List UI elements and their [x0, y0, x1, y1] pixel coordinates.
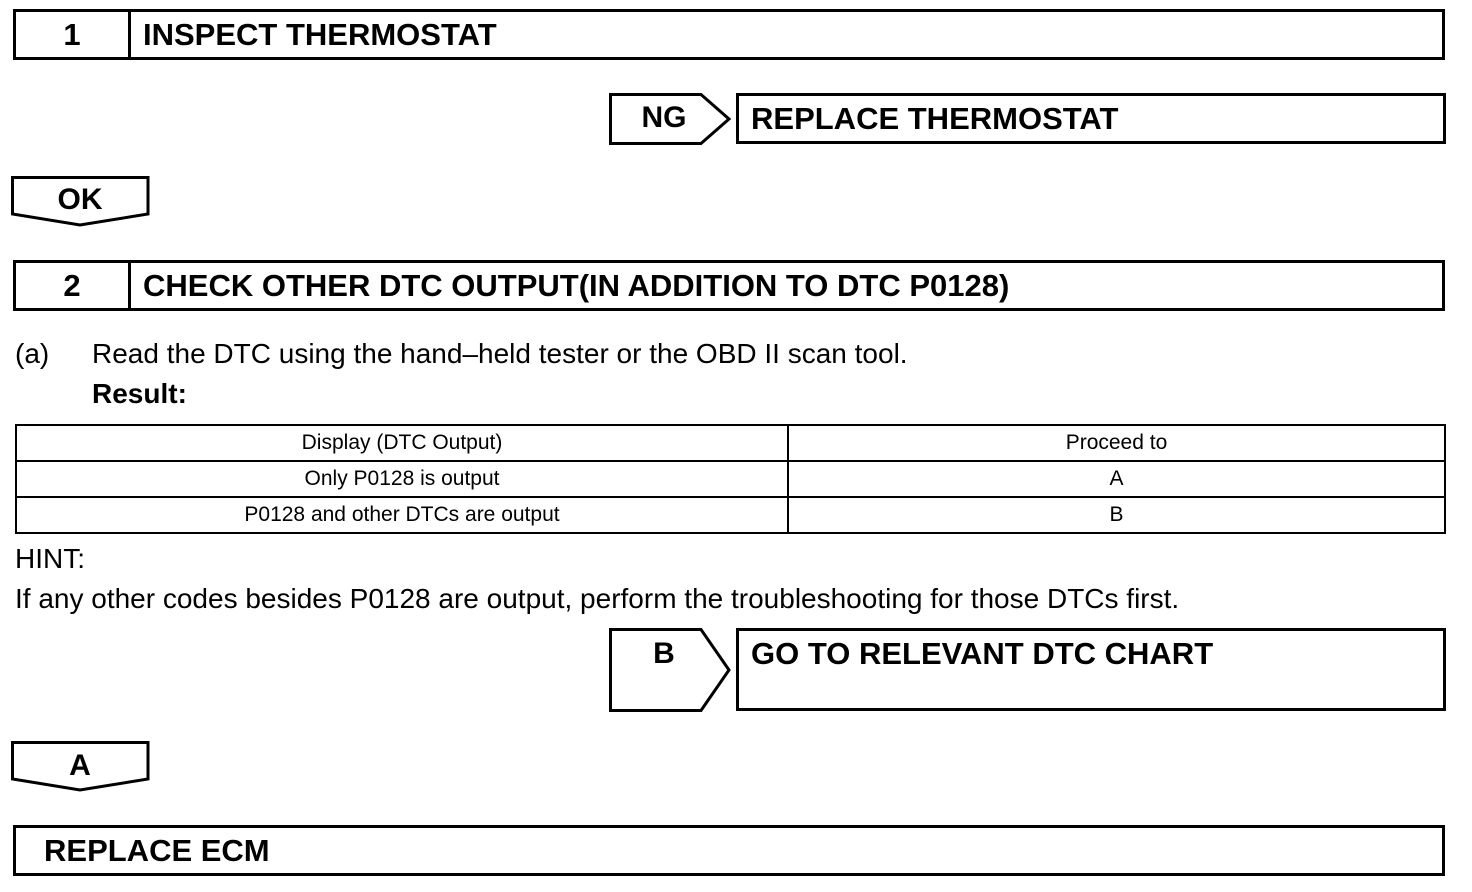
replace-ecm-box — [13, 825, 1445, 876]
table-header-proceed: Proceed to — [788, 425, 1445, 461]
instruction-text: Read the DTC using the hand–held tester or the OBD II scan tool. — [92, 338, 908, 369]
relevant-dtc-chart-text: GO TO RELEVANT DTC CHART — [751, 636, 1214, 671]
table-cell: P0128 and other DTCs are output — [16, 497, 788, 533]
ok-label: OK — [57, 183, 103, 216]
replace-thermostat-box — [736, 93, 1446, 144]
step-2-box — [13, 260, 1445, 311]
step-2-title: CHECK OTHER DTC OUTPUT(IN ADDITION TO DTC P0128) — [143, 267, 1010, 303]
result-label: Result: — [92, 378, 187, 409]
table-row — [16, 461, 1445, 497]
a-label: A — [69, 749, 91, 782]
step-1-box — [13, 9, 1445, 60]
result-table — [15, 424, 1446, 534]
step-1-number: 1 — [16, 12, 131, 57]
table-row — [16, 497, 1445, 533]
ng-label: NG — [641, 101, 687, 134]
b-label: B — [653, 637, 675, 670]
step-2-number: 2 — [16, 263, 131, 308]
replace-thermostat-text: REPLACE THERMOSTAT — [751, 101, 1119, 136]
table-cell: A — [788, 461, 1445, 497]
table-cell: Only P0128 is output — [16, 461, 788, 497]
replace-ecm-text: REPLACE ECM — [44, 833, 270, 868]
table-header-row — [16, 425, 1445, 461]
instruction-marker: (a) — [15, 338, 50, 369]
hint-label: HINT: — [15, 543, 85, 574]
step-1-title: INSPECT THERMOSTAT — [143, 16, 497, 52]
table-cell: B — [788, 497, 1445, 533]
relevant-dtc-chart-box — [736, 628, 1446, 711]
table-header-display: Display (DTC Output) — [16, 425, 788, 461]
hint-text: If any other codes besides P0128 are output, perform the troubleshooting for those DTCs first. — [15, 583, 1180, 614]
